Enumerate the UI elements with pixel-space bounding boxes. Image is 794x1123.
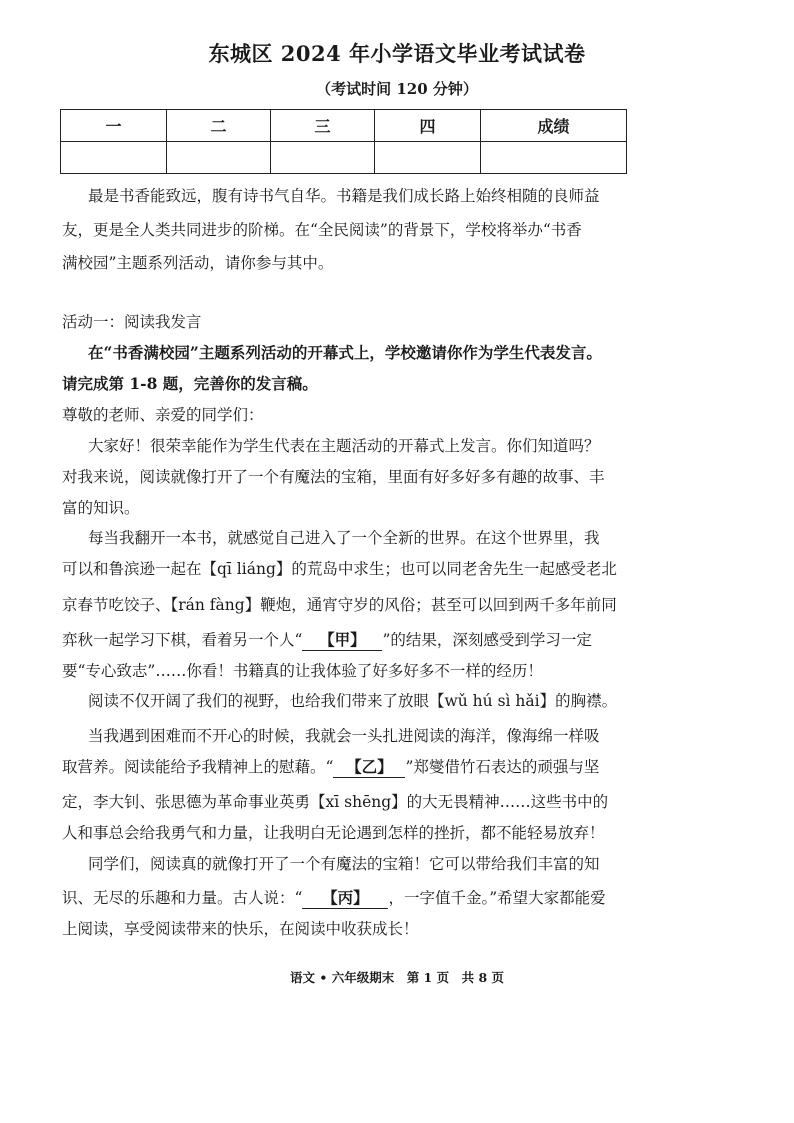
speech-p1-line-1: 大家好！很荣幸能作为学生代表在主题活动的开幕式上发言。你们知道吗？ <box>88 437 600 455</box>
intro-line-3: 满校园”主题系列活动，请你参与其中。 <box>62 254 334 272</box>
score-cell-4[interactable] <box>375 142 481 174</box>
speech-p5-line-3: 上阅读，享受阅读带来的快乐，在阅读中收获成长！ <box>62 920 419 938</box>
speech-p4-line-2 <box>62 755 599 778</box>
exam-time-note: （考试时间 120 分钟） <box>316 80 478 98</box>
speech-p2-line-1: 每当我翻开一本书，就感觉自己进入了一个全新的世界。在这个世界里，我 <box>88 529 600 547</box>
blank-bing[interactable]: 【丙】 <box>302 886 388 909</box>
page-footer: 语文 • 六年级期末 第 1 页 共 8 页 <box>290 970 504 985</box>
speech-p4-line-2-end: ”郑燮借竹石表达的顽强与坚 <box>405 758 600 776</box>
speech-p1-line-2: 对我来说，阅读就像打开了一个有魔法的宝箱，里面有好多好多有趣的故事、丰 <box>62 468 605 486</box>
speech-p4-line-3: 定，李大钊、张思德为革命事业英勇【xī shēng】的大无畏精神……这些书中的 <box>62 793 609 811</box>
score-cell-1[interactable] <box>61 142 167 174</box>
score-table-header-row <box>61 110 627 142</box>
speech-p1-line-3: 富的知识。 <box>62 499 140 517</box>
intro-line-1: 最是书香能致远，腹有诗书气自华。书籍是我们成长路上始终相随的良师益 <box>88 187 600 205</box>
speech-p2-line-4 <box>62 628 592 651</box>
speech-p2-line-5: 要“专心致志”……你看！书籍真的让我体验了好多好多不一样的经历！ <box>62 662 543 680</box>
speech-p5-line-1: 同学们，阅读真的就像打开了一个有魔法的宝箱！它可以带给我们丰富的知 <box>88 855 600 873</box>
score-table <box>60 109 627 174</box>
speech-p2-line-4-end: ”的结果，深刻感受到学习一定 <box>382 631 592 649</box>
speech-p2-line-4-start: 弈秋一起学习下棋，看着另一个人“ <box>62 631 303 649</box>
speech-p3-line-1: 阅读不仅开阔了我们的视野，也给我们带来了放眼【wǔ hú sì hǎi】的胸襟。 <box>88 692 618 710</box>
score-header-4: 四 <box>375 110 481 142</box>
speech-p2-line-2: 可以和鲁滨逊一起在【qī liáng】的荒岛中求生；也可以同老舍先生一起感受老北 <box>62 560 617 578</box>
speech-p5-line-2 <box>62 886 606 909</box>
speech-p2-line-3: 京春节吃饺子、【rán fàng】鞭炮，通宵守岁的风俗；甚至可以回到两千多年前同 <box>62 596 617 614</box>
speech-p4-line-4: 人和事总会给我勇气和力量，让我明白无论遇到怎样的挫折，都不能轻易放弃！ <box>62 824 605 842</box>
score-table-value-row <box>61 142 627 174</box>
activity-instruction-2: 请完成第 1-8 题，完善你的发言稿。 <box>62 374 318 393</box>
speech-salutation: 尊敬的老师、亲爱的同学们： <box>62 406 264 424</box>
blank-yi[interactable]: 【乙】 <box>333 755 405 778</box>
speech-p5-line-2-end: ，一字值千金。”希望大家都能爱 <box>388 889 606 907</box>
speech-p5-line-2-start: 识、无尽的乐趣和力量。古人说：“ <box>62 889 303 907</box>
score-cell-2[interactable] <box>167 142 271 174</box>
exam-title: 东城区 2024 年小学语文毕业考试试卷 <box>208 41 586 66</box>
score-cell-total[interactable] <box>481 142 627 174</box>
score-cell-3[interactable] <box>271 142 375 174</box>
speech-p4-line-2-start: 取营养。阅读能给予我精神上的慰藉。“ <box>62 758 334 776</box>
score-header-1: 一 <box>61 110 167 142</box>
score-header-3: 三 <box>271 110 375 142</box>
activity-heading: 活动一：阅读我发言 <box>62 313 202 331</box>
intro-line-2: 友，更是全人类共同进步的阶梯。在“全民阅读”的背景下，学校将举办“书香 <box>62 221 582 239</box>
score-header-2: 二 <box>167 110 271 142</box>
activity-instruction-1: 在“书香满校园”主题系列活动的开幕式上，学校邀请你作为学生代表发言。 <box>88 343 602 362</box>
speech-p4-line-1: 当我遇到困难而不开心的时候，我就会一头扎进阅读的海洋，像海绵一样吸 <box>88 727 600 745</box>
blank-jia[interactable]: 【甲】 <box>302 628 382 651</box>
score-header-total: 成绩 <box>481 110 627 142</box>
